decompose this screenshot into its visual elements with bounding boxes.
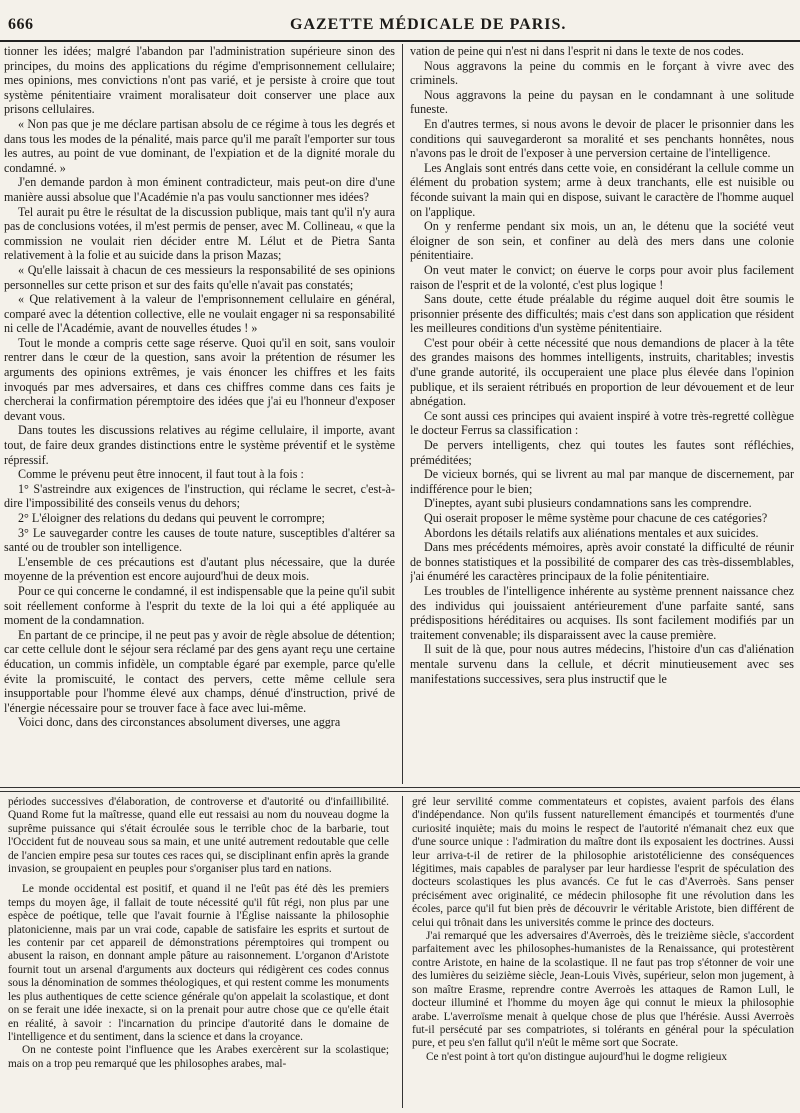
column-divider <box>402 796 403 1108</box>
paragraph: C'est pour obéir à cette nécessité que nous demandions de placer à la tête des grandes maisons des hommes intelligents, instruits, charitables; investis d'une grande autorité, ils occuperaient une place plus élevée dans l'opinion publique, et ils seraient rétribués en proportion de leur dévouement et de leur abnégation. <box>410 335 794 409</box>
paragraph: « Qu'elle laissait à chacun de ces messieurs la responsabilité de ses opinions personnelles sur cette prison et sur des faits qu'elle n'avait pas constatés; <box>4 262 395 292</box>
paragraph: Dans toutes les discussions relatives au régime cellulaire, il importe, avant tout, de faire deux grandes distinctions entre le système préventif et le système répressif. <box>4 423 395 467</box>
paragraph: gré leur servilité comme commentateurs et copistes, avaient parfois des élans d'indépendance. Non qu'ils fussent naturellement émancipés et tourmentés d'une curiosité inquiète; mais du moins le respect de l'autorité n'émanait chez eux que d'une source unique : l'admiration du maître dont ils exposaient les doctrines. Aussi leur arriva-t-il de retirer de la philosophie aristotélicienne des conséquences légitimes, mais capables de paralyser par leur hardiesse l'esprit de spéculation des docteurs scolastiques les plus avancés. Ce fut le cas d'Averroès. Sans penser précisément avec originalité, ce médecin philosophe fit une révolution dans les écoles, parce qu'il fut bien près de découvrir le véritable Aristote, bien différent de celui qui trônait dans les universités comme le prince des docteurs. <box>412 796 794 929</box>
lower-left-column <box>8 796 389 1108</box>
paragraph: Tout le monde a compris cette sage réserve. Quoi qu'il en soit, sans vouloir rentrer dans le cœur de la question, sans avoir la prétention de résumer les arguments des opinions extrêmes, je vais énoncer les chiffres et les faits invoqués par mes adversaires, et dans ces chiffres comme dans ces faits je chercherai la confirmation péremptoire des idées que j'ai eu l'honneur d'exposer devant vous. <box>4 335 395 423</box>
paragraph: Sans doute, cette étude préalable du régime auquel doit être soumis le prisonnier présente des difficultés; mais c'est dans son application que résident les meilleures conditions d'un système pénitentiaire. <box>410 292 794 336</box>
paragraph: vation de peine qui n'est ni dans l'esprit ni dans le texte de nos codes. <box>410 44 744 58</box>
paragraph: Les Anglais sont entrés dans cette voie, en considérant la cellule comme un élément du probation system; arme à deux tranchants, elle est nuisible ou féconde suivant la main qui en dispose, suivant le caractère de l'homme auquel on l'applique. <box>410 160 794 219</box>
lower-right-column <box>412 796 794 1108</box>
paragraph: Il suit de là que, pour nous autres médecins, l'histoire d'un cas d'aliénation mentale survenu dans la cellule, et décrit minutieusement avec ses manifestations successives, sera plus instructif que le <box>410 642 794 686</box>
paragraph: Les troubles de l'intelligence inhérente au système prennent naissance chez des individus qui jouissaient antérieurement d'une parfaite santé, sans prédispositions héréditaires ou acquises. Ils sont facilement modifiés par un traitement convenable; ils disparaissent avec la cause première. <box>410 583 794 642</box>
paragraph: En partant de ce principe, il ne peut pas y avoir de règle absolue de détention; car cette cellule dont le séjour sera réclamé par des gens ayant reçu une certaine éducation, un commis infidèle, un comptable égaré par exemple, parce qu'elle évite la promiscuité, le contact des pervers, cette même cellule sera insupportable pour l'homme élevé aux champs, dénué d'instruction, privé de l'énergie nécessaire pour se trouver face à face avec lui-même. <box>4 627 395 715</box>
paragraph: Comme le prévenu peut être innocent, il faut tout à la fois : <box>18 467 304 482</box>
paragraph: On veut mater le convict; on éuerve le corps pour avoir plus facilement raison de l'esprit et de la volonté, c'est plus logique ! <box>410 262 794 292</box>
paragraph: Le monde occidental est positif, et quand il ne l'eût pas été dès les premiers temps du moyen âge, il fallait de toute nécessité qu'il fût régi, non plus par une espèce de poétique, telle que l'avait fournie à l'Église naissante la philosophie platonicienne, mais par un vrai code, capable de satisfaire les esprits et surtout de les contenir par cet appareil de démonstrations péremptoires qui trompent ou abusent la raison, en donnant ample pâture au raisonnement. L'organon d'Aristote fournit tout un arsenal d'arguments aux docteurs qui rédigèrent ces codes connus sous la dénomination de sommes théologiques, et qui restent comme les monuments les plus authentiques de cette science générale qu'on appelait la scolastique, et dont on se ferait une idée inexacte, si on la prenait pour autre chose que ce qu'elle était en réalité, à savoir : l'incarnation du principe d'autorité dans le domaine de l'intelligence et du sentiment, dans la science et dans la croyance. <box>8 883 389 1043</box>
header-rule <box>0 40 800 42</box>
column-divider <box>402 44 403 784</box>
paragraph: On ne conteste point l'influence que les Arabes exercèrent sur la scolastique; mais on a trop peu remarqué que les philosophes arabes, mal- <box>8 1044 389 1070</box>
paragraph: Nous aggravons la peine du paysan en le condamnant à une solitude funeste. <box>410 87 794 117</box>
page-number: 666 <box>8 16 34 33</box>
journal-title: GAZETTE MÉDICALE DE PARIS. <box>290 16 567 33</box>
paragraph: Ce n'est point à tort qu'on distingue aujourd'hui le dogme religieux <box>426 1050 728 1063</box>
upper-left-column <box>4 44 395 784</box>
paragraph: Dans mes précédents mémoires, après avoir constaté la difficulté de réunir de bonnes statistiques et la possibilité de comparer des cas très-dissemblables, j'ai énuméré les caractères principaux de la folie pénitentiaire. <box>410 540 794 584</box>
paragraph: On y renferme pendant six mois, un an, le détenu que la société veut éloigner de son sein, et confiner au delà des mers dans une colonie pénitentiaire. <box>410 219 794 263</box>
paragraph: 1° S'astreindre aux exigences de l'instruction, qui réclame le secret, c'est-à-dire l'impossibilité des conseils venus du dehors; <box>4 481 395 511</box>
upper-right-column <box>410 44 794 784</box>
paragraph: L'ensemble de ces précautions est d'autant plus nécessaire, que la durée moyenne de la prévention est encore aujourd'hui de deux mois. <box>4 554 395 584</box>
paragraph: Abordons les détails relatifs aux aliénations mentales et aux suicides. <box>424 525 759 540</box>
paragraph-gap <box>8 876 389 883</box>
paragraph: périodes successives d'élaboration, de controverse et d'autorité ou d'infaillibilité. Quand Rome fut la maîtresse, quand elle eut ressaisi au nom du nouveau dogme la suprême puissance qui s'était écroulée sous le terrible choc de la barbarie, tout l'Occident fut de nouveau sous sa main, et une unité autrement redoutable que celle de l'ancien empire pesa sur toutes ces races qui, se disciplinant enfin après la grande invasion, se groupaient en peuples pour s'organiser plus tard en nations. <box>8 796 389 876</box>
paragraph: J'en demande pardon à mon éminent contradicteur, mais peut-on dire d'une manière aussi absolue que l'Académie n'a pas voulu sanctionner mes idées? <box>4 175 395 204</box>
paragraph: D'ineptes, ayant subi plusieurs condamnations sans les comprendre. <box>424 496 752 511</box>
paragraph: Nous aggravons la peine du commis en le forçant à vivre avec des criminels. <box>410 58 794 88</box>
paragraph: J'ai remarqué que les adversaires d'Averroès, dès le treizième siècle, s'accordent parfaitement avec les philosophes-humanistes de la Renaissance, qui protestèrent contre Aristote, en haine de la scolastique. Il ne faut pas trop s'étonner de voir une des lumières du seizième siècle, Jean-Louis Vivès, supérieur, selon mon jugement, à son maître Erasme, reprendre contre Averroès les attaques de Ramon Lull, le docteur illuminé et l'homme du moyen âge qui connut le mieux la philosophie arabe. L'averroïsme menait à quelque chose de plus que l'hérésie. Aussi Averroès fut-il persécuté par ses compatriotes, si tolérants en général pour la spéculation pure, et peu s'en fallut qu'il n'eût le même sort que Socrate. <box>412 930 794 1050</box>
paragraph: Voici donc, dans des circonstances absolument diverses, une aggra <box>18 715 341 730</box>
section-rule <box>0 787 800 788</box>
paragraph: De pervers intelligents, chez qui toutes les fautes sont réfléchies, préméditées; <box>410 438 794 467</box>
paragraph: Pour ce qui concerne le condamné, il est indispensable que la peine qu'il subit soit réellement conforme à l'esprit du texte de la loi qui a été appliquée au moment de la condamnation. <box>4 583 395 628</box>
paragraph: Tel aurait pu être le résultat de la discussion publique, mais tant qu'il n'y aura pas de conclusions votées, il m'est permis de penser, avec M. Collineau, « que la commission ne voulait rien décider entre M. Lélut et de Pietra Santa relativement à la folie et au suicide dans la prison Mazas; <box>4 204 395 263</box>
paragraph: Qui oserait proposer le même système pour chacune de ces catégories? <box>424 511 768 525</box>
paragraph: tionner les idées; malgré l'abandon par l'administration supérieure sinon des principes, du moins des applications du régime d'emprisonnement cellulaire; mes opinions, mes convictions n'ont pas varié, et je persiste à croire que tout système pénitentiaire vraiment moralisateur doit conserver une place aux prisons cellulaires. <box>4 44 395 117</box>
paragraph: « Que relativement à la valeur de l'emprisonnement cellulaire en général, comparé avec la détention collective, elle ne voulait engager ni sa responsabilité ni celle de l'Académie, avant de nouvelles études ! » <box>4 292 395 336</box>
paragraph: En d'autres termes, si nous avons le devoir de placer le prisonnier dans les conditions qui sauvegarderont sa moralité et ses penchants honnêtes, nous n'avons pas le droit de l'exposer à une perversion certaine de l'intelligence. <box>410 116 794 161</box>
paragraph: 3° Le sauvegarder contre les causes de toute nature, susceptibles d'altérer sa santé ou de troubler son intelligence. <box>4 525 395 555</box>
section-rule <box>0 791 800 792</box>
paragraph: Ce sont aussi ces principes qui avaient inspiré à votre très-regretté collègue le docteur Ferrus sa classification : <box>410 408 794 438</box>
paragraph: 2° L'éloigner des relations du dedans qui peuvent le corrompre; <box>18 511 325 525</box>
paragraph: De vicieux bornés, qui se livrent au mal par manque de discernement, par indifférence pour le bien; <box>410 467 794 496</box>
page-header <box>0 14 800 38</box>
paragraph: « Non pas que je me déclare partisan absolu de ce régime à tous les degrés et dans tous les modes de la pénalité, mais parce qu'il me paraît l'emporter sur tous les autres, au point de vue dominant, de l'expiation et de la dignité morale du condamné. » <box>4 116 395 175</box>
